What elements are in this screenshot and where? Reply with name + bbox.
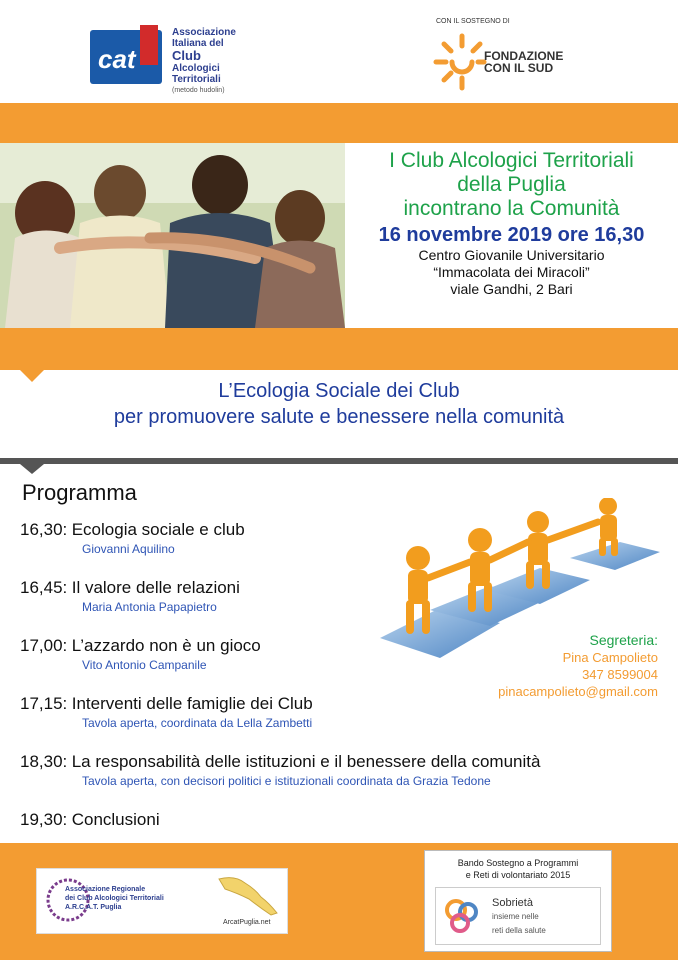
aicat-logo [90,25,260,94]
program-item-time: 19,30: [20,810,68,829]
divider-notch [20,464,44,474]
program-item-title: Il valore delle relazioni [71,578,240,597]
aicat-line1: Associazione [172,27,236,38]
sobrieta-logo [435,887,601,945]
program-item [20,694,313,730]
aicat-line6: (metodo hudolin) [172,87,225,94]
bando-caption [425,857,611,881]
event-info [345,143,678,328]
sobrieta-line2: insieme nelle [492,912,539,921]
arcat-line2: dei Club Alcologici Territoriali [65,895,164,902]
puglia-map-icon [215,873,281,917]
aicat-line3: Club [172,48,201,63]
program-item-time: 16,30: [20,520,68,539]
sun-icon [432,32,492,92]
bando-line1: Bando Sostegno a Programmi [457,858,579,868]
sobrieta-text [492,896,546,937]
aicat-mark-text: cat [98,44,136,74]
secretariat-name: Pina Campolieto [562,650,658,665]
program-item [20,520,245,556]
fondazione-caption: CON IL SOSTEGNO DI [436,18,510,25]
secretariat-email: pinacampolieto@gmail.com [498,684,658,699]
program-item-speaker: Tavola aperta, con decisori politici e istituzionali coordinata da Grazia Tedone [82,774,491,788]
fondazione-name [484,50,563,74]
program-item-speaker: Maria Antonia Papapietro [82,600,217,614]
program-item [20,578,240,614]
arcat-puglia-logo [36,868,288,934]
program-item [20,636,261,672]
program-item-time: 17,00: [20,636,68,655]
middle-orange-band [0,328,678,370]
top-orange-band [0,103,678,143]
event-title-line2: della Puglia [457,173,566,196]
program-item-title: Interventi delle famiglie dei Club [71,694,313,713]
fondazione-name-line1: FONDAZIONE [484,49,564,63]
program-item-title: La responsabilità delle istituzioni e il benessere della comunità [71,752,541,771]
sobrieta-icon [442,896,482,936]
bando-line2: e Reti di volontariato 2015 [465,870,571,880]
event-date: 16 novembre 2019 ore 16,30 [378,224,645,246]
aicat-line5: Territoriali [172,74,221,85]
group-hug-photo [0,143,345,328]
program-item-speaker: Tavola aperta, coordinata da Lella Zambetti [82,716,313,730]
program-item-speaker: Vito Antonio Campanile [82,658,207,672]
sobrieta-line3: reti della salute [492,926,546,935]
program-item-speaker: Giovanni Aquilino [82,542,175,556]
event-title-line1: I Club Alcologici Territoriali [389,149,634,172]
event-venue-line3: viale Gandhi, 2 Bari [450,281,573,297]
group-photo-illustration [0,143,345,328]
bando-sostegno-box [424,850,612,952]
program-item [20,810,160,830]
program-item-time: 16,45: [20,578,68,597]
event-title-line3: incontrano la Comunità [403,197,620,220]
fondazione-logo [428,18,578,98]
program-item-title: L’azzardo non è un gioco [71,636,261,655]
arcat-line1: Associazione Regionale [65,886,146,893]
aicat-line2: Italiana del [172,38,224,49]
aicat-mark-accent [140,25,158,65]
secretariat-contact [440,632,658,700]
arcat-website: ArcatPuglia.net [223,919,271,926]
program-item [20,752,540,788]
subtitle-line1: L’Ecologia Sociale dei Club [218,380,460,402]
program-item-time: 18,30: [20,752,68,771]
arcat-line3: A.R.C.A.T. Puglia [65,904,122,911]
subtitle-line2: per promuovere salute e benessere nella comunità [113,406,565,428]
aicat-wordmark [172,27,236,96]
fondazione-name-line2: CON IL SUD [484,61,554,75]
secretariat-heading: Segreteria: [589,632,658,648]
program-heading: Programma [22,480,137,505]
event-venue-line1: Centro Giovanile Universitario [418,247,605,263]
aicat-line4: Alcologici [172,63,220,74]
grey-divider [0,458,678,464]
program-item-title: Ecologia sociale e club [71,520,245,539]
program-item-title: Conclusioni [71,810,160,829]
secretariat-phone: 347 8599004 [582,667,658,682]
event-venue-line2: “Immacolata dei Miracoli” [433,264,590,280]
program-item-time: 17,15: [20,694,68,713]
event-subtitle [0,378,678,430]
arcat-wordmark [65,885,164,912]
sobrieta-line1: Sobrietà [492,897,533,909]
